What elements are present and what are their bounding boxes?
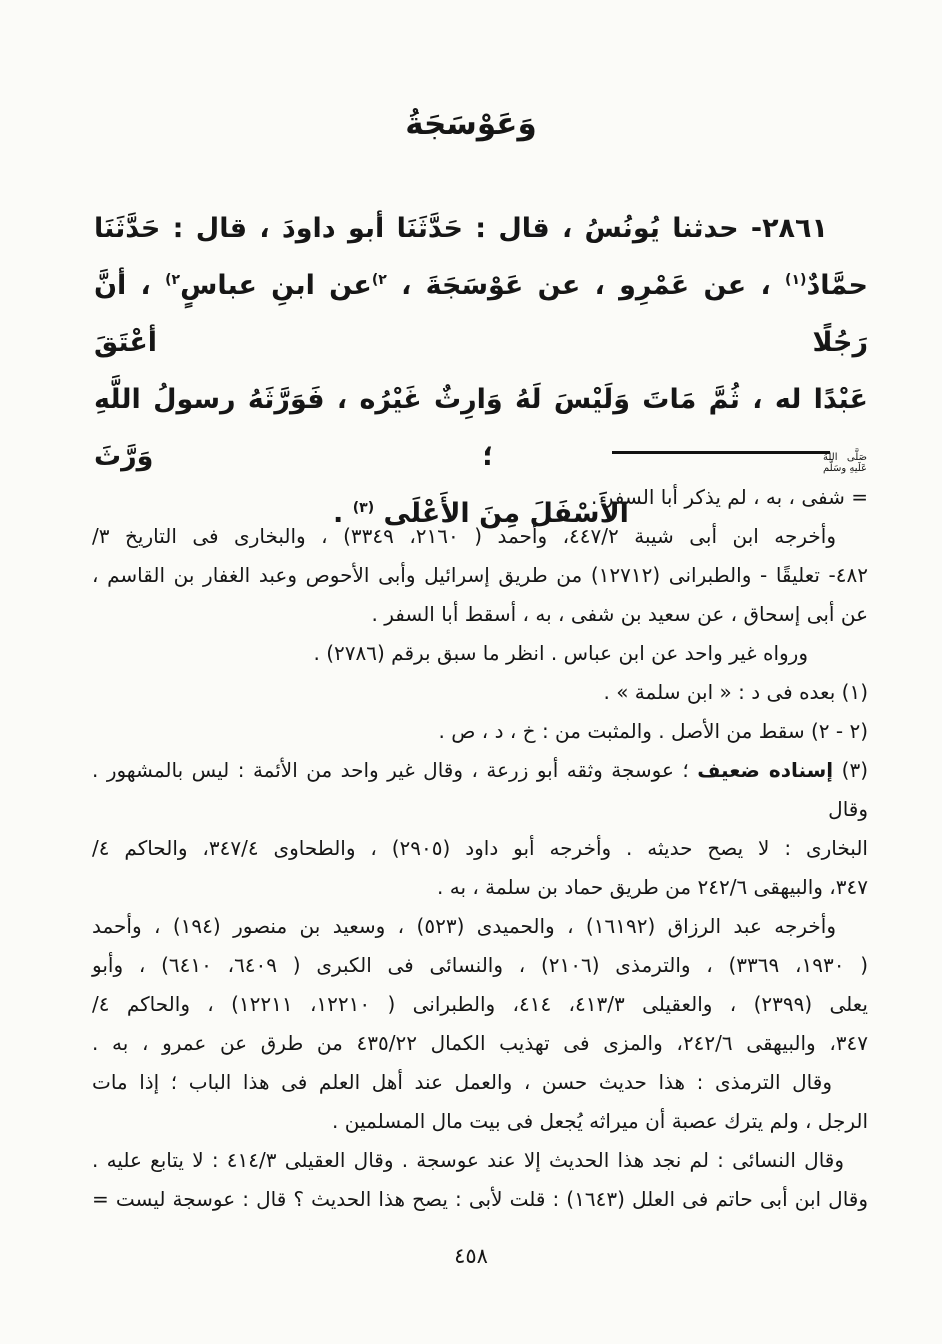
footnote-line (92, 1024, 868, 1063)
footnote-line (92, 634, 868, 673)
text-run: ٣٤٧، والبيهقى ٢٤٢/٦ من طريق حماد بن سلمة ، به . (437, 875, 868, 899)
text-run: ٢٨٦١- حدثنا يُونُسُ ، قال : حَدَّثَنَا أبو داودَ ، قال : حَدَّثَنَا (94, 213, 828, 244)
footnote-line (92, 946, 868, 985)
footnote-marker: (٢ (165, 272, 181, 288)
text-run: . (333, 498, 353, 529)
footnote-line (92, 829, 868, 868)
text-run: الرجل ، ولم يترك عصبة أن ميراثه يُجعل فى بيت مال المسلمين . (332, 1109, 868, 1133)
section-title: وَعَوْسَجَةُ (405, 106, 537, 142)
text-run: ٤٨٢- تعليقًا - والطبرانى (١٢٧١٢) من طريق إسرائيل وأبى الأحوص وعبد الغفار بن القاسم ، (92, 563, 869, 587)
text-run: ، عن عَمْرِو ، عن عَوْسَجَةَ ، (386, 270, 786, 301)
text-run: ورواه غير واحد عن ابن عباس . انظر ما سبق برقم (٢٧٨٦) . (313, 641, 808, 665)
text-run: ، أنَّ رَجُلًا أعْتَقَ (94, 270, 868, 358)
footnote-line (92, 1063, 868, 1102)
text-run: وقال ابن أبى حاتم فى العلل (١٦٤٣) : قلت لأبى : يصح هذا الحديث ؟ قال : عوسجة ليست = (92, 1187, 869, 1211)
footnote-line (92, 595, 868, 634)
text-run: وقال الترمذى : هذا حديث حسن ، والعمل عند أهل العلم فى هذا الباب ؛ إذا مات (92, 1070, 832, 1094)
text-run: عَبْدًا له ، ثُمَّ مَاتَ وَلَيْسَ لَهُ وَارِثٌ غَيْرُه ، فَوَرَّثَهُ رسولُ اللَّهِ (94, 384, 868, 415)
footnote-line (92, 985, 868, 1024)
text-run: وأخرجه عبد الرزاق (١٦١٩٢) ، والحميدى (٥٢٣) ، وسعيد بن منصور (١٩٤) ، وأحمد (92, 914, 836, 938)
text-run: = شفى ، به ، لم يذكر أبا السفر . (591, 485, 868, 509)
text-run: عن أبى إسحاق ، عن سعيد بن شفى ، به ، أسقط أبا السفر . (371, 602, 868, 626)
text-run: حمَّادٌ (806, 270, 868, 301)
footnote-line (92, 1180, 868, 1219)
text-run: ( ١٩٣٠، ٣٣٦٩) ، والترمذى (٢١٠٦) ، والنسائى فى الكبرى ( ٦٤٠٩، ٦٤١٠) ، وأبو (92, 953, 869, 977)
text-run: عن ابنِ عباسٍ (180, 270, 372, 301)
footnote-line (92, 712, 868, 751)
text-run: يعلى (٢٣٩٩) ، والعقيلى ٤١٣/٣، ٤١٤، والطبرانى ( ١٢٢١٠، ١٢٢١١) ، والحاكم ٤/ (92, 992, 869, 1016)
footnote-marker: (١) (785, 272, 807, 288)
text-run: ؛ عوسجة وثقه أبو زرعة ، وقال غير واحد من الأئمة : ليس بالمشهور . وقال (92, 758, 868, 821)
footnote-line (92, 556, 868, 595)
text-run: (١) بعده فى د : « ابن سلمة » . (603, 680, 868, 704)
footnote-line (92, 517, 868, 556)
footnotes-block (92, 478, 868, 1219)
text-run: (٣) (833, 758, 868, 782)
footnote-line (92, 868, 868, 907)
salla-allahu-alayhi-wasallam-symbol: صَلَّى اللهُ عَلَيهِ وسَلَّم (822, 452, 867, 474)
footnote-line (92, 1141, 868, 1180)
text-run: وأخرجه ابن أبى شيبة ٤٤٧/٢، وأحمد ( ٢١٦٠، ٣٣٤٩) ، والبخارى فى التاريخ ٣/ (92, 524, 837, 548)
footnote-separator (612, 451, 830, 454)
page-number: ٤٥٨ (454, 1244, 488, 1268)
text-run: ٣٤٧، والبيهقى ٢٤٢/٦، والمزى فى تهذيب الكمال ٤٣٥/٢٢ من طرق عن عمرو ، به . (92, 1031, 869, 1055)
text-run: (٢ - ٢) سقط من الأصل . والمثبت من : خ ، د ، ص . (438, 719, 868, 743)
hadith-line (94, 371, 868, 485)
footnote-line (92, 478, 868, 517)
text-run: البخارى : لا يصح حديثه . وأخرجه أبو داود (٢٩٠٥) ، والطحاوى ٣٤٧/٤، والحاكم ٤/ (92, 836, 868, 860)
footnote-line (92, 751, 868, 829)
text-run: الأَسْفَلَ مِنَ الأَعْلَى (374, 498, 629, 529)
text-run: ؛ وَرَّثَ (94, 441, 822, 472)
text-run: إسناده ضعيف (697, 758, 834, 782)
footnote-marker: (٣) (352, 500, 375, 516)
hadith-line (94, 257, 868, 371)
footnote-line (92, 1102, 868, 1141)
text-run: وقال النسائى : لم نجد هذا الحديث إلا عند عوسجة . وقال العقيلى ٤١٤/٣ : لا يتابع عليه . (92, 1148, 845, 1172)
footnote-marker: (٢ (371, 272, 387, 288)
footnote-line (92, 907, 868, 946)
hadith-line (94, 200, 868, 257)
footnote-line (92, 673, 868, 712)
